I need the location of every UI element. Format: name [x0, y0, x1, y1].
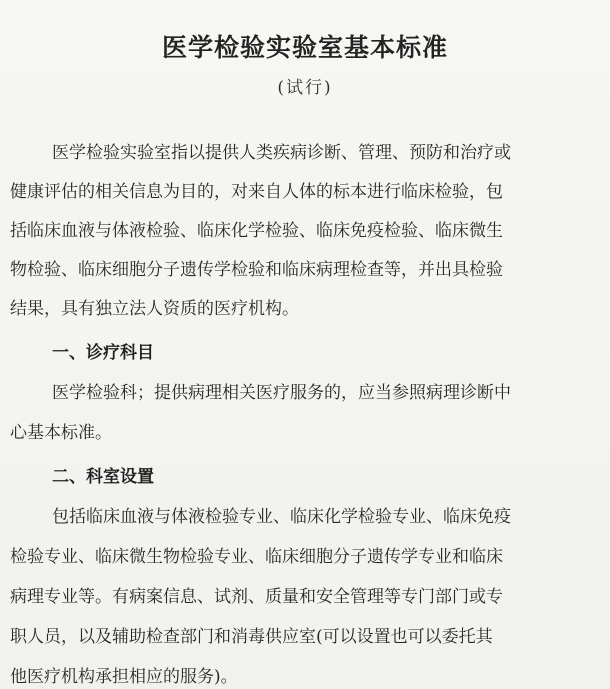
section-heading: 一、诊疗科目: [52, 343, 154, 363]
section-line: 心基本标准。: [10, 423, 112, 443]
section-heading: 二、科室设置: [52, 467, 154, 487]
section-line: 病理专业等。有病案信息、试剂、质量和安全管理等专门部门或专: [10, 587, 503, 607]
section-line: 检验专业、临床微生物检验专业、临床细胞分子遗传学专业和临床: [10, 547, 503, 567]
section-line: 职人员，以及辅助检查部门和消毒供应室(可以设置也可以委托其: [10, 627, 493, 647]
section-line: 包括临床血液与体液检验专业、临床化学检验专业、临床免疫: [52, 507, 511, 527]
intro-line: 物检验、临床细胞分子遗传学检验和临床病理检查等，并出具检验: [10, 260, 503, 280]
document-title: 医学检验实验室基本标准: [161, 33, 448, 62]
section-line: 医学检验科；提供病理相关医疗服务的，应当参照病理诊断中: [52, 383, 511, 403]
document-subtitle: (试行): [277, 78, 333, 98]
intro-line: 结果，具有独立法人资质的医疗机构。: [10, 299, 299, 319]
intro-line: 括临床血液与体液检验、临床化学检验、临床免疫检验、临床微生: [10, 221, 503, 241]
intro-line: 医学检验实验室指以提供人类疾病诊断、管理、预防和治疗或: [52, 143, 511, 163]
section-line: 他医疗机构承担相应的服务)。: [10, 667, 238, 687]
intro-line: 健康评估的相关信息为目的，对来自人体的标本进行临床检验，包: [10, 182, 503, 202]
